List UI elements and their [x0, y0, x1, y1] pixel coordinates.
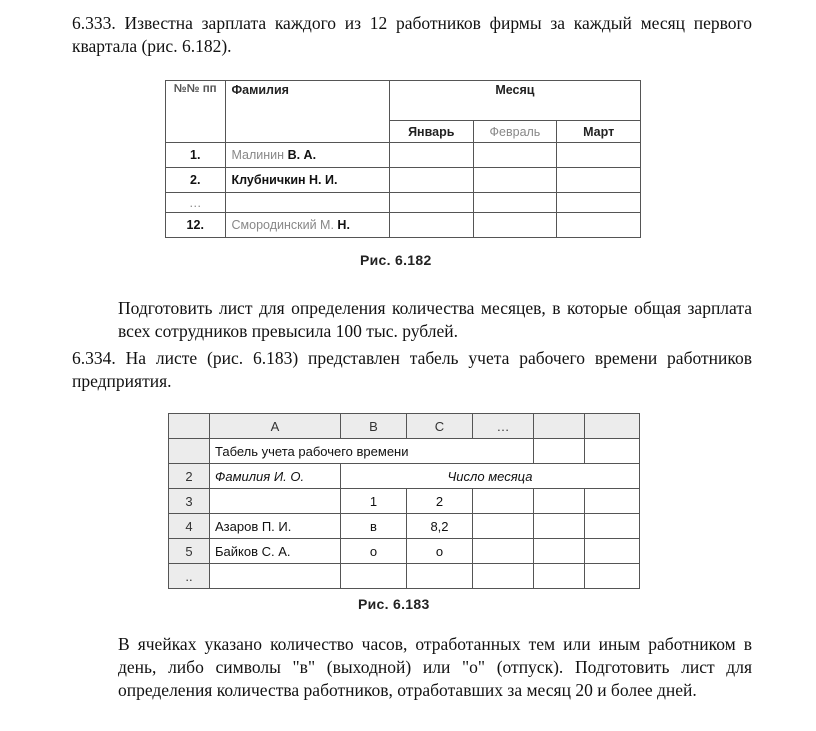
- table-row: [166, 168, 641, 193]
- task-number: 6.334.: [72, 348, 116, 368]
- sheet-row-1: [169, 439, 640, 464]
- row-number: 2: [169, 464, 210, 489]
- col-header-c: C: [407, 414, 473, 439]
- sheet-row-3: [169, 489, 640, 514]
- row-num: 2.: [166, 168, 226, 193]
- day-2: 2: [407, 489, 473, 514]
- task-number: 6.333.: [72, 13, 116, 33]
- col-header-a: A: [210, 414, 341, 439]
- row-number: 4: [169, 514, 210, 539]
- table-row: [166, 193, 641, 213]
- table-row: [166, 143, 641, 168]
- figure-caption-6-183: Рис. 6.183: [358, 596, 430, 612]
- figure-6-182-table: [165, 80, 641, 238]
- figure-6-183-table: [168, 413, 640, 589]
- sheet-row-2: [169, 464, 640, 489]
- figure-caption-6-182: Рис. 6.182: [360, 252, 432, 268]
- month-february: Февраль: [473, 121, 557, 143]
- task-6-333: [72, 12, 752, 58]
- col-header-more: …: [473, 414, 534, 439]
- timesheet-title: Табель учета рабочего времени: [210, 439, 534, 464]
- row-name: Малинин В. А.: [225, 143, 389, 168]
- employee-name: Азаров П. И.: [210, 514, 341, 539]
- employee-name: Байков С. А.: [210, 539, 341, 564]
- row-num: 12.: [166, 213, 226, 238]
- task-6-334-question: В ячейках указано количество часов, отработанных тем или иным работником в день, либо символы "в" (выходной) или "о" (отпуск). Подготовить лист для определения количества работников, отработавших за месяц 20 и более дней.: [118, 634, 752, 700]
- cell-value: в: [341, 514, 407, 539]
- col-header-name: Фамилия: [225, 81, 389, 143]
- sheet-row-4: [169, 514, 640, 539]
- cell-value: о: [407, 539, 473, 564]
- table-row: [166, 213, 641, 238]
- cell-value: о: [341, 539, 407, 564]
- row-name: Клубничкин Н. И.: [225, 168, 389, 193]
- month-march: Март: [557, 121, 641, 143]
- month-january: Январь: [389, 121, 473, 143]
- sheet-row-5: [169, 539, 640, 564]
- column-header-row: [169, 414, 640, 439]
- day-1: 1: [341, 489, 407, 514]
- name-column-header: Фамилия И. О.: [210, 464, 341, 489]
- day-of-month-header: Число месяца: [341, 464, 640, 489]
- sheet-row-6: [169, 564, 640, 589]
- task-6-333-question: Подготовить лист для определения количества месяцев, в которые общая зарплата всех сотрудников превысила 100 тыс. рублей.: [118, 298, 752, 341]
- col-header-b: B: [341, 414, 407, 439]
- row-num: 1.: [166, 143, 226, 168]
- row-number: ..: [169, 564, 210, 589]
- task-text: Известна зарплата каждого из 12 работников фирмы за каждый месяц первого квартала (рис. 6.182).: [72, 13, 753, 56]
- col-header-num: №№ пп: [166, 81, 226, 143]
- row-num: …: [166, 193, 226, 213]
- col-header-month: Месяц: [389, 81, 640, 121]
- row-number: 3: [169, 489, 210, 514]
- cell-value: 8,2: [407, 514, 473, 539]
- task-text: На листе (рис. 6.183) представлен табель учета рабочего времени работников предприятия.: [72, 348, 753, 391]
- row-number: 5: [169, 539, 210, 564]
- row-name: Смородинский М. Н.: [225, 213, 389, 238]
- task-6-334: [72, 347, 752, 393]
